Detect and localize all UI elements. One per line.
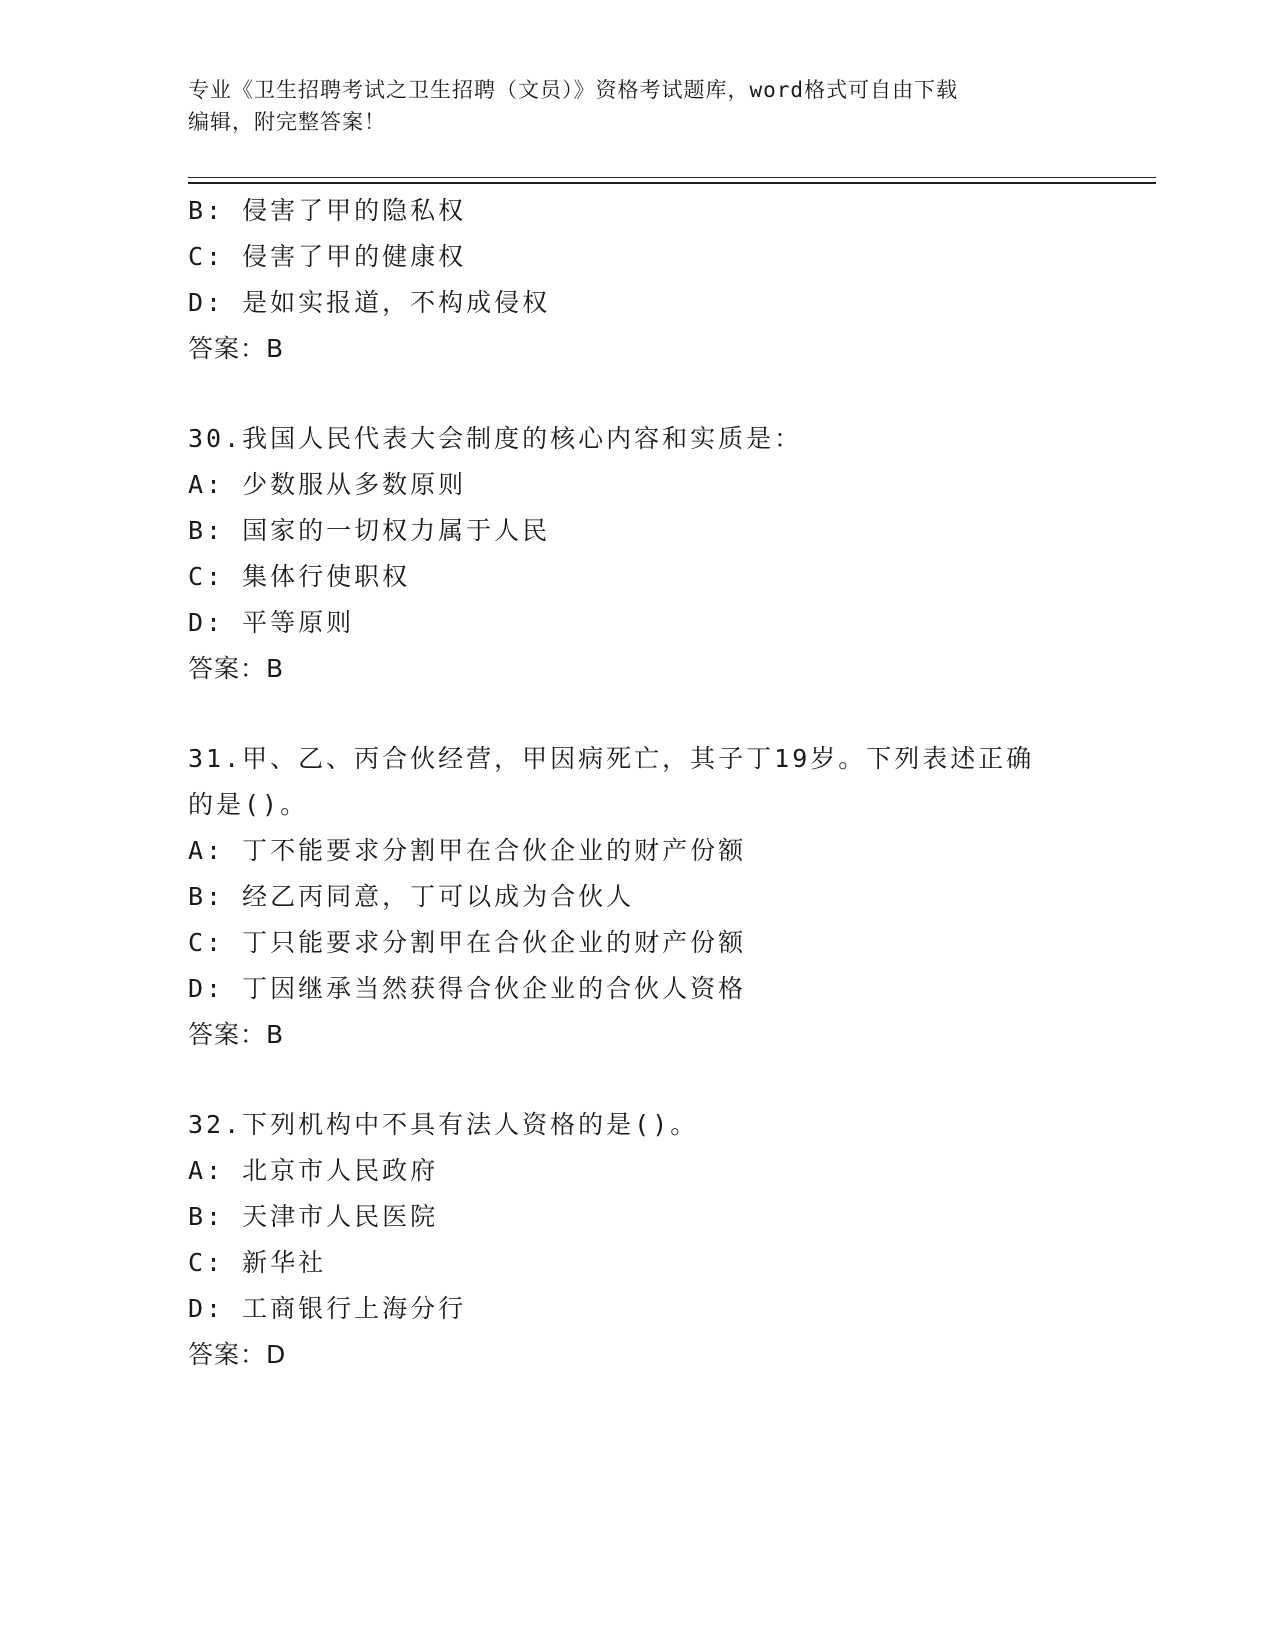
question-stem: 32.下列机构中不具有法人资格的是()。: [188, 1110, 699, 1139]
option-b: B: 天津市人民医院: [188, 1202, 439, 1231]
option-d: D: 是如实报道，不构成侵权: [188, 288, 551, 317]
option-d: D: 工商银行上海分行: [188, 1294, 467, 1323]
question-list: [188, 188, 1088, 1422]
answer: 答案：B: [188, 334, 285, 363]
option-c: C: 侵害了甲的健康权: [188, 242, 467, 271]
header-divider-thin: [188, 177, 1156, 178]
document-header: [188, 74, 1088, 138]
option-c: C: 集体行使职权: [188, 562, 411, 591]
option-a: A: 少数服从多数原则: [188, 470, 467, 499]
option-b: B: 侵害了甲的隐私权: [188, 196, 467, 225]
option-b: B: 经乙丙同意，丁可以成为合伙人: [188, 882, 635, 911]
option-d: D: 平等原则: [188, 608, 355, 637]
answer: 答案：B: [188, 654, 285, 683]
header-line-1: 专业《卫生招聘考试之卫生招聘（文员）》资格考试题库，word格式可自由下载: [188, 78, 959, 102]
question-30: [188, 416, 1088, 692]
option-b: B: 国家的一切权力属于人民: [188, 516, 551, 545]
answer: 答案：B: [188, 1020, 285, 1049]
question-stem-line-2: 的是()。: [188, 790, 309, 819]
question-31: [188, 736, 1088, 1058]
option-d: D: 丁因继承当然获得合伙企业的合伙人资格: [188, 974, 747, 1003]
option-c: C: 新华社: [188, 1248, 327, 1277]
option-c: C: 丁只能要求分割甲在合伙企业的财产份额: [188, 928, 747, 957]
header-divider-thick: [188, 182, 1156, 184]
question-32: [188, 1102, 1088, 1378]
question-stem-line-1: 31.甲、乙、丙合伙经营，甲因病死亡，其子丁19岁。下列表述正确: [188, 744, 1035, 773]
question-29-continued: [188, 188, 1088, 372]
answer: 答案：D: [188, 1340, 287, 1369]
option-a: A: 北京市人民政府: [188, 1156, 439, 1185]
question-stem: 30.我国人民代表大会制度的核心内容和实质是：: [188, 424, 803, 453]
header-line-2: 编辑，附完整答案！: [188, 110, 386, 134]
option-a: A: 丁不能要求分割甲在合伙企业的财产份额: [188, 836, 747, 865]
